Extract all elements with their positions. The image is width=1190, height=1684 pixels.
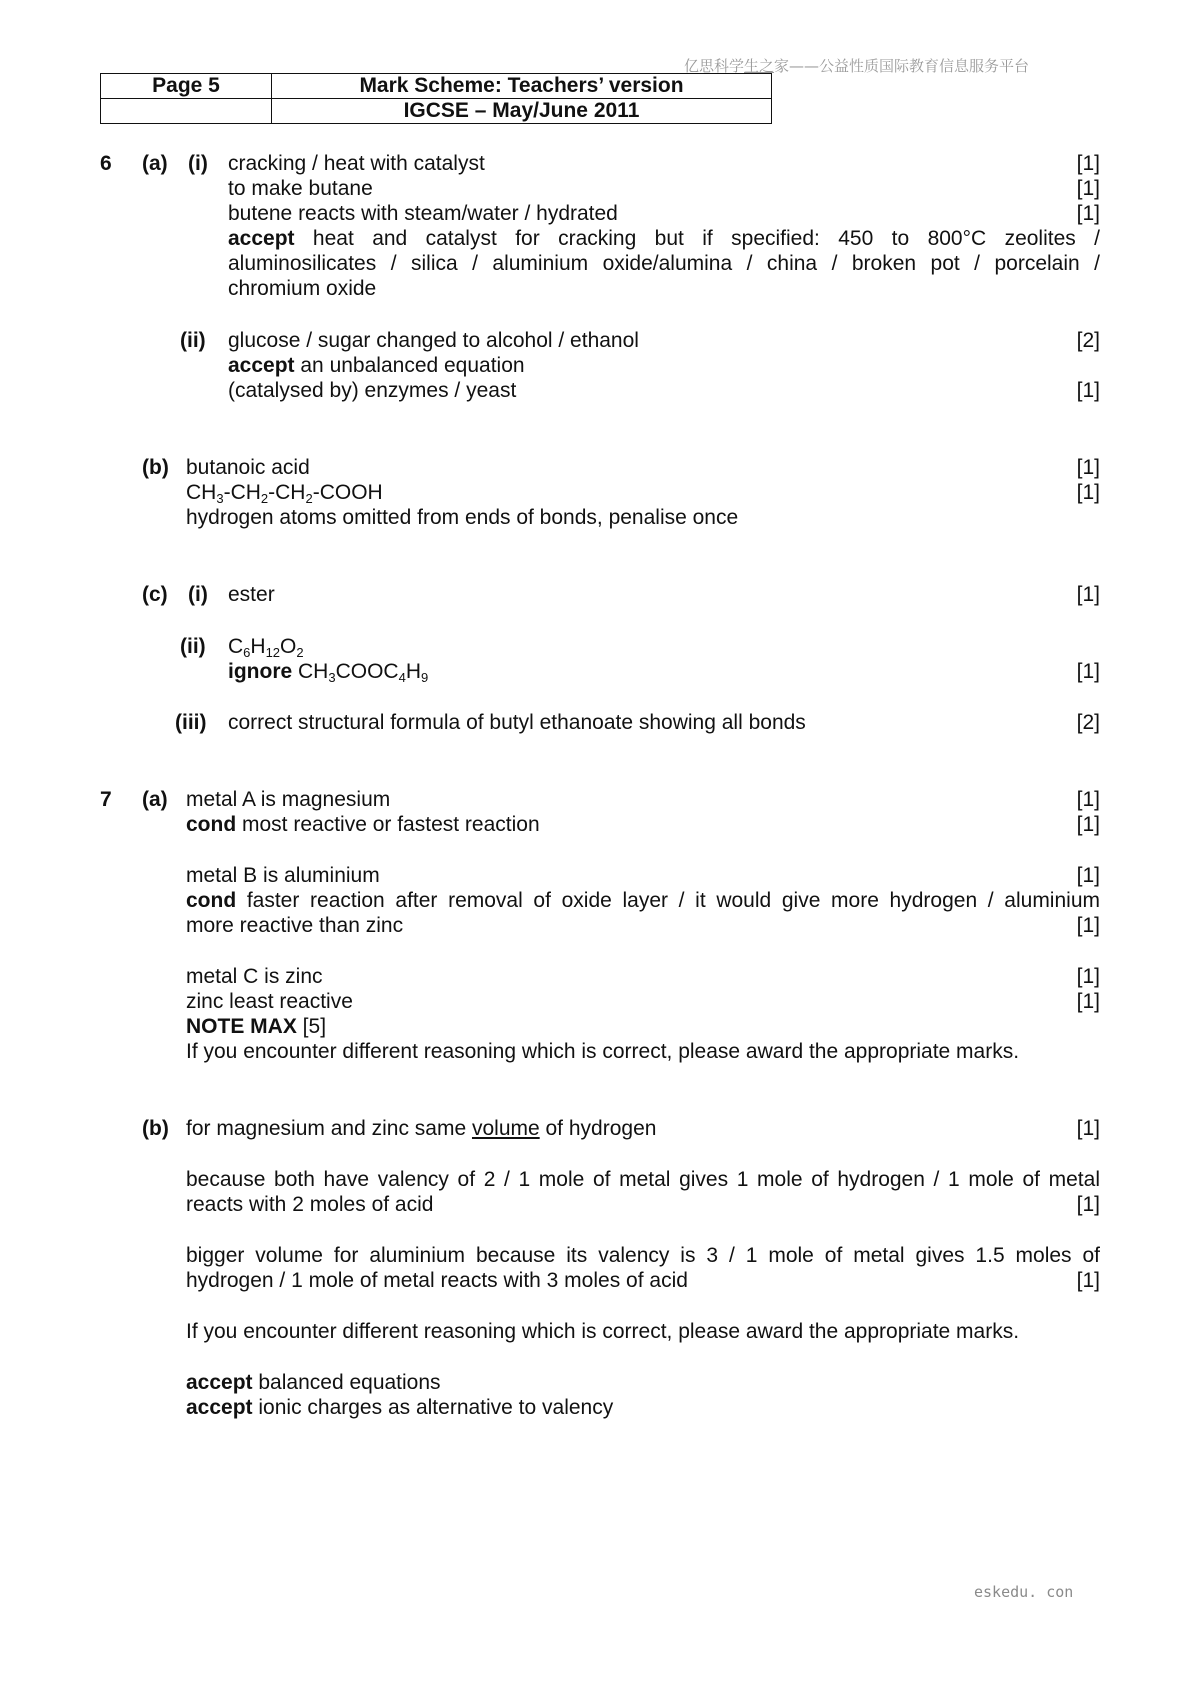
mark-7a-6: [1] <box>1076 990 1100 1013</box>
answer-7a-cond1: cond most reactive or fastest reaction <box>186 813 540 836</box>
mark-7b-3: [1] <box>1076 1269 1100 1292</box>
answer-6a-ii-line3: (catalysed by) enzymes / yeast <box>228 379 517 402</box>
answer-6c-ii-ignore: ignore $CH_3COOC_4H_9$ <box>228 660 429 685</box>
mark-6b-1: [1] <box>1076 456 1100 479</box>
header-table <box>100 73 772 124</box>
mark-7a-1: [1] <box>1076 788 1100 811</box>
answer-6b-line1: butanoic acid <box>186 456 310 479</box>
answer-7b-line5: hydrogen / 1 mole of metal reacts with 3 moles of acid <box>186 1269 688 1292</box>
exam-session: IGCSE – May/June 2011 <box>272 99 772 124</box>
part-label-6b: (b) <box>142 456 169 479</box>
mark-6c-i: [1] <box>1076 583 1100 606</box>
answer-6a-ii-accept: accept an unbalanced equation <box>228 354 525 377</box>
question-number-6: 6 <box>100 152 112 175</box>
answer-6a-i-accept-line: accept heat and catalyst for cracking but if specified: 450 to 800°C zeolites / <box>228 227 1100 250</box>
answer-7a-note: NOTE MAX [5] <box>186 1015 327 1038</box>
answer-6b-line3: hydrogen atoms omitted from ends of bonds, penalise once <box>186 506 739 529</box>
mark-6a-i-2: [1] <box>1076 177 1100 200</box>
answer-6a-i-line1: cracking / heat with catalyst <box>228 152 485 175</box>
answer-7b-line2: because both have valency of 2 / 1 mole of metal gives 1 mole of hydrogen / 1 mole of metal <box>186 1168 1100 1191</box>
answer-7b-accept1: accept balanced equations <box>186 1371 441 1394</box>
mark-6c-ii: [1] <box>1076 660 1100 683</box>
part-label-7a: (a) <box>142 788 168 811</box>
mark-6c-iii: [2] <box>1076 711 1100 734</box>
answer-6a-ii-line1: glucose / sugar changed to alcohol / ethanol <box>228 329 639 352</box>
subpart-label-6a-i: (i) <box>188 152 208 175</box>
watermark: 亿思科学生之家——公益性质国际教育信息服务平台 <box>684 57 1030 75</box>
mark-6a-i-3: [1] <box>1076 202 1100 225</box>
question-number-7: 7 <box>100 788 112 811</box>
mark-6a-ii-1: [2] <box>1076 329 1100 352</box>
answer-7a-line3: metal B is aluminium <box>186 864 380 887</box>
answer-6c-i: ester <box>228 583 275 606</box>
answer-7a-line5: more reactive than zinc <box>186 914 404 937</box>
document-title: Mark Scheme: Teachers’ version <box>272 74 772 99</box>
answer-7a-cond2: cond faster reaction after removal of oxide layer / it would give more hydrogen / aluminium <box>186 889 1100 912</box>
subpart-label-6a-ii: (ii) <box>180 329 206 352</box>
answer-6c-iii: correct structural formula of butyl ethanoate showing all bonds <box>228 711 806 734</box>
mark-7a-5: [1] <box>1076 965 1100 988</box>
header-empty-cell <box>101 99 272 124</box>
mark-7a-4: [1] <box>1076 914 1100 937</box>
footer-source: eskedu. con <box>974 1583 1074 1601</box>
subpart-label-6c-ii: (ii) <box>180 635 206 658</box>
mark-6b-2: [1] <box>1076 481 1100 504</box>
answer-7b-line3: reacts with 2 moles of acid <box>186 1193 434 1216</box>
answer-7a-line6: metal C is zinc <box>186 965 323 988</box>
mark-7a-3: [1] <box>1076 864 1100 887</box>
part-label-7b: (b) <box>142 1117 169 1140</box>
answer-6a-i-line2: to make butane <box>228 177 373 200</box>
answer-6a-i-line5: aluminosilicates / silica / aluminium oxide/alumina / china / broken pot / porcelain / <box>228 252 1100 275</box>
part-label-6a: (a) <box>142 152 168 175</box>
answer-7b-accept2: accept ionic charges as alternative to valency <box>186 1396 614 1419</box>
answer-7b-line6: If you encounter different reasoning which is correct, please award the appropriate marks. <box>186 1320 1020 1343</box>
answer-7a-line7: zinc least reactive <box>186 990 353 1013</box>
answer-7a-line1: metal A is magnesium <box>186 788 391 811</box>
answer-7b-line4: bigger volume for aluminium because its valency is 3 / 1 mole of metal gives 1.5 moles of <box>186 1244 1100 1267</box>
subpart-label-6c-iii: (iii) <box>175 711 207 734</box>
mark-7a-2: [1] <box>1076 813 1100 836</box>
answer-6b-formula: $CH_3-CH_2-CH_2$-COOH <box>186 481 383 506</box>
answer-7a-line9: If you encounter different reasoning which is correct, please award the appropriate marks. <box>186 1040 1020 1063</box>
subpart-label-6c-i: (i) <box>188 583 208 606</box>
answer-6c-ii-formula: $C_6H_{12}O_2$ <box>228 635 304 660</box>
answer-6a-i-line3: butene reacts with steam/water / hydrated <box>228 202 618 225</box>
mark-6a-ii-2: [1] <box>1076 379 1100 402</box>
mark-7b-1: [1] <box>1076 1117 1100 1140</box>
page-number: Page 5 <box>101 74 272 99</box>
answer-7b-line1: for magnesium and zinc same volume of hydrogen <box>186 1117 657 1140</box>
mark-7b-2: [1] <box>1076 1193 1100 1216</box>
part-label-6c: (c) <box>142 583 168 606</box>
mark-6a-i-1: [1] <box>1076 152 1100 175</box>
answer-6a-i-line6: chromium oxide <box>228 277 377 300</box>
